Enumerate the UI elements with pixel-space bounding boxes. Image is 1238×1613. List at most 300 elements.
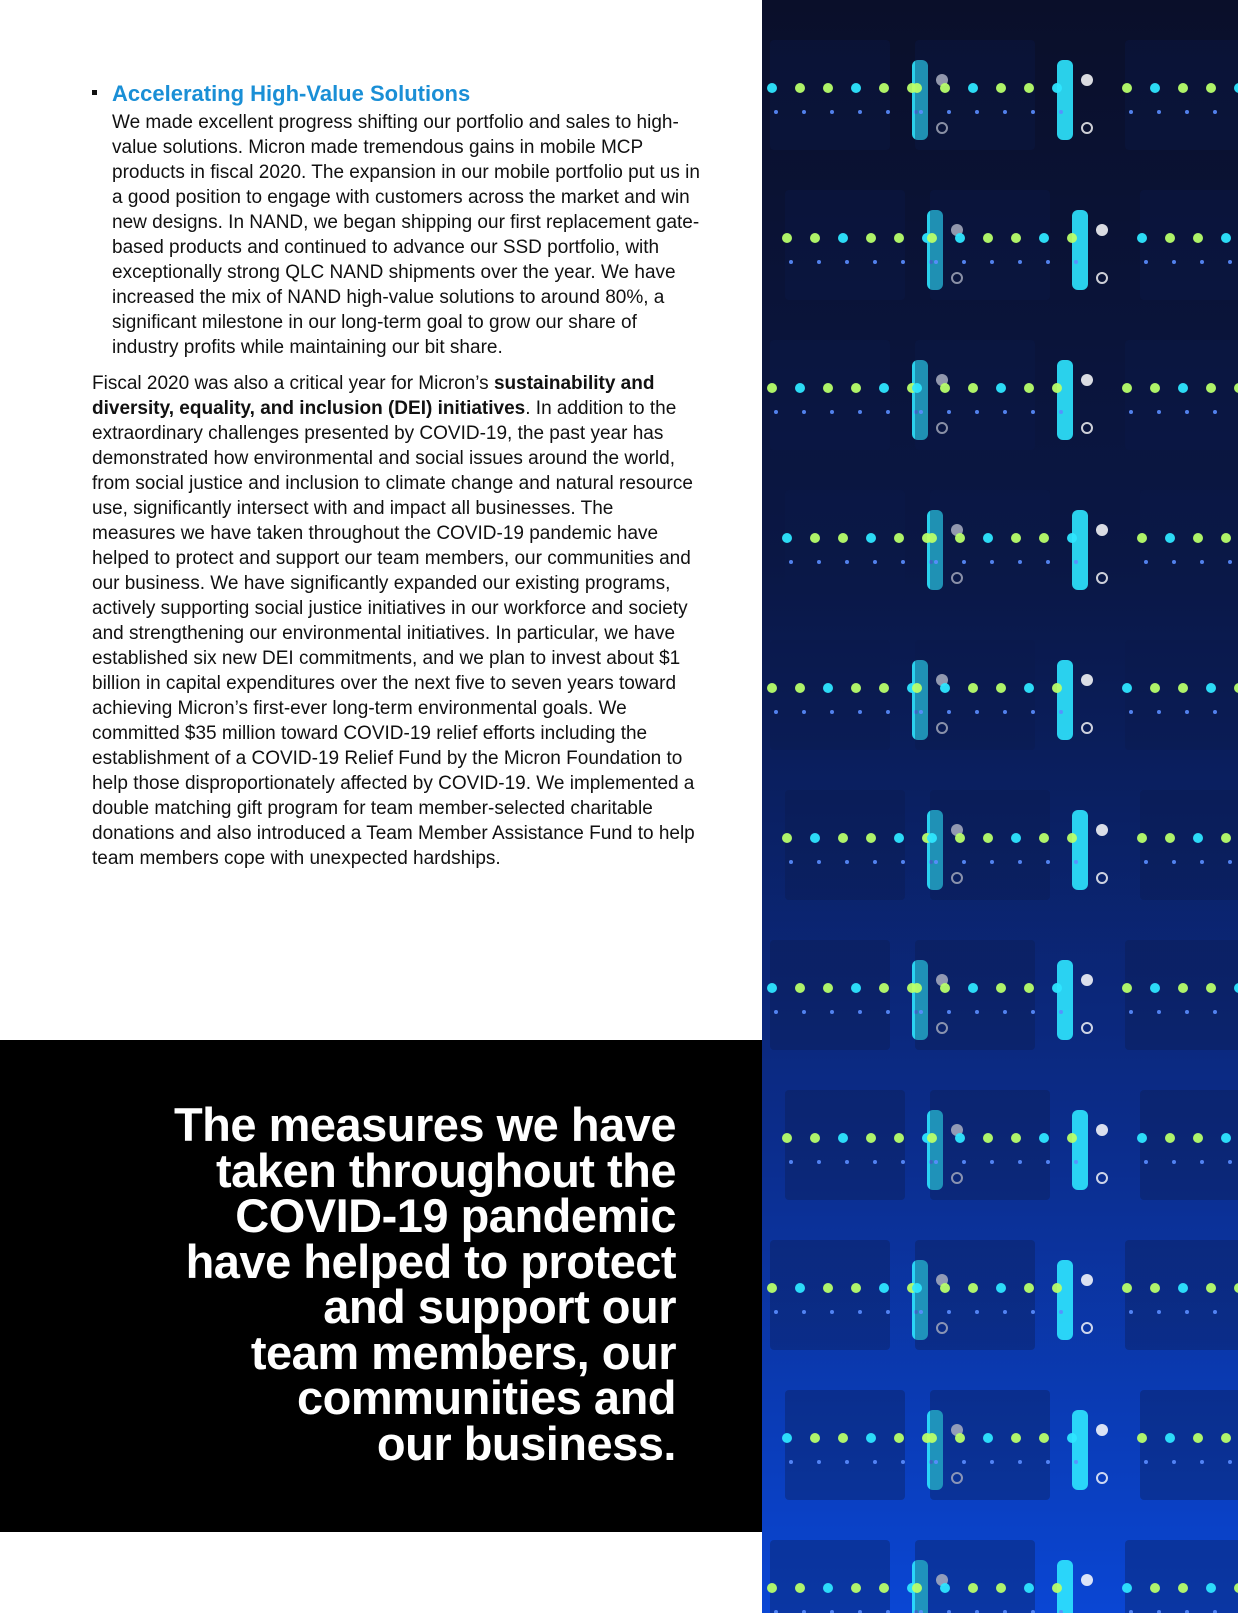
activity-led [851,83,861,93]
activity-led [1150,1583,1160,1593]
activity-led [851,1283,861,1293]
small-led [1018,260,1022,264]
activity-led [866,1133,876,1143]
server-unit [1125,40,1238,150]
small-led [901,860,905,864]
activity-led [1011,833,1021,843]
activity-led [1221,1133,1231,1143]
status-bar [1072,510,1088,590]
activity-led [927,1133,937,1143]
activity-led [879,1283,889,1293]
activity-led [894,1433,904,1443]
activity-led [940,983,950,993]
small-led [901,560,905,564]
small-led [774,1010,778,1014]
activity-led [894,533,904,543]
activity-led [1178,1583,1188,1593]
small-led [1172,1160,1176,1164]
activity-led [866,533,876,543]
activity-led [1011,233,1021,243]
activity-led [823,1583,833,1593]
activity-led [996,83,1006,93]
activity-led [1165,533,1175,543]
activity-led [1122,1583,1132,1593]
small-led [774,410,778,414]
activity-led [1122,1283,1132,1293]
power-led [1096,1124,1108,1136]
small-led [1228,860,1232,864]
server-unit [770,940,890,1050]
activity-led [996,683,1006,693]
pull-quote-line: and support our [323,1280,676,1333]
activity-led [1137,233,1147,243]
activity-led [782,1433,792,1443]
activity-led [866,233,876,243]
activity-led [838,533,848,543]
power-led [1081,1274,1093,1286]
power-button [1082,723,1092,733]
small-led [919,710,923,714]
small-led [1129,410,1133,414]
activity-led [1206,1583,1216,1593]
activity-led [810,1133,820,1143]
activity-led [1221,533,1231,543]
small-led [886,410,890,414]
power-led [1081,674,1093,686]
small-led [858,410,862,414]
server-unit [915,640,1035,750]
small-led [1200,860,1204,864]
small-led [1213,1310,1217,1314]
activity-led [767,383,777,393]
activity-led [1067,1433,1077,1443]
pull-quote-line: have helped to protect [185,1234,676,1288]
activity-led [810,833,820,843]
server-unit [915,340,1035,450]
activity-led [767,83,777,93]
small-led [886,110,890,114]
server-unit [915,40,1035,150]
small-led [901,1460,905,1464]
activity-led [955,233,965,243]
status-bar [1057,360,1073,440]
server-unit [1140,790,1238,900]
activity-led [795,383,805,393]
small-led [1172,860,1176,864]
power-button [1082,423,1092,433]
small-led [817,560,821,564]
small-led [919,1310,923,1314]
activity-led [996,1283,1006,1293]
bullet-section [92,78,702,360]
pull-quote-line: communities and [296,1371,676,1424]
small-led [1074,1160,1078,1164]
server-unit [915,1540,1035,1613]
activity-led [879,983,889,993]
activity-led [1137,1133,1147,1143]
small-led [1129,1010,1133,1014]
small-led [1018,1160,1022,1164]
activity-led [927,233,937,243]
activity-led [1052,1583,1062,1593]
small-led [845,860,849,864]
small-led [858,1010,862,1014]
server-unit [1125,340,1238,450]
small-led [886,1310,890,1314]
power-button [1082,1023,1092,1033]
small-led [789,1160,793,1164]
small-led [1200,260,1204,264]
small-led [1213,1010,1217,1014]
server-rack-image [762,0,1238,1613]
power-button [1097,1173,1107,1183]
small-led [1059,410,1063,414]
small-led [830,1310,834,1314]
activity-led [1052,1283,1062,1293]
small-led [1185,710,1189,714]
activity-led [1024,1283,1034,1293]
activity-led [1024,1583,1034,1593]
activity-led [1122,83,1132,93]
activity-led [838,233,848,243]
activity-led [823,983,833,993]
activity-led [983,533,993,543]
power-button [1097,1473,1107,1483]
activity-led [879,83,889,93]
status-bar [1057,660,1073,740]
small-led [1046,1460,1050,1464]
small-led [1059,710,1063,714]
small-led [1228,1460,1232,1464]
small-led [1228,1160,1232,1164]
server-unit [1125,940,1238,1050]
server-unit [930,790,1050,900]
server-unit [1140,490,1238,600]
small-led [1200,1160,1204,1164]
small-led [845,560,849,564]
server-unit [930,490,1050,600]
activity-led [1221,233,1231,243]
activity-led [983,233,993,243]
activity-led [1039,233,1049,243]
small-led [934,560,938,564]
activity-led [1052,683,1062,693]
activity-led [1039,1433,1049,1443]
activity-led [955,1133,965,1143]
server-unit [1140,1390,1238,1500]
small-led [1172,560,1176,564]
activity-led [795,683,805,693]
small-led [1144,260,1148,264]
small-led [1018,560,1022,564]
activity-led [1178,83,1188,93]
activity-led [1024,983,1034,993]
small-led [1031,1310,1035,1314]
small-led [1003,410,1007,414]
small-led [858,1310,862,1314]
small-led [1059,110,1063,114]
small-led [1046,860,1050,864]
small-led [1074,1460,1078,1464]
activity-led [1178,683,1188,693]
small-led [934,860,938,864]
server-rack-illustration [762,0,1238,1613]
small-led [1129,710,1133,714]
activity-led [851,683,861,693]
activity-led [955,833,965,843]
power-led [1096,224,1108,236]
activity-led [1206,83,1216,93]
server-unit [770,640,890,750]
activity-led [810,1433,820,1443]
activity-led [879,683,889,693]
small-led [1031,1010,1035,1014]
small-led [1003,1010,1007,1014]
small-led [789,860,793,864]
small-led [919,410,923,414]
activity-led [1052,83,1062,93]
activity-led [1193,533,1203,543]
small-led [1213,710,1217,714]
server-unit [1125,1540,1238,1613]
activity-led [1067,833,1077,843]
server-unit [930,1090,1050,1200]
activity-led [795,1583,805,1593]
activity-led [851,1583,861,1593]
activity-led [866,1433,876,1443]
activity-led [912,83,922,93]
server-unit [930,1390,1050,1500]
small-led [947,410,951,414]
small-led [990,1160,994,1164]
small-led [1213,410,1217,414]
server-unit [770,1540,890,1613]
small-led [1144,560,1148,564]
server-unit [785,1390,905,1500]
activity-led [1206,983,1216,993]
power-button [1097,573,1107,583]
small-led [947,710,951,714]
activity-led [1178,983,1188,993]
small-led [962,260,966,264]
small-led [858,710,862,714]
power-led [1081,1574,1093,1586]
activity-led [838,1433,848,1443]
activity-led [879,383,889,393]
pull-quote-box [0,1040,762,1532]
activity-led [795,983,805,993]
activity-led [1039,833,1049,843]
small-led [830,110,834,114]
activity-led [866,833,876,843]
small-led [1129,1310,1133,1314]
small-led [1144,1460,1148,1464]
server-unit [1140,1090,1238,1200]
activity-led [968,983,978,993]
small-led [873,1460,877,1464]
small-led [1228,560,1232,564]
pull-quote-line: team members, our [250,1325,676,1379]
small-led [1046,1160,1050,1164]
small-led [1074,260,1078,264]
small-led [886,710,890,714]
small-led [845,260,849,264]
activity-led [1122,383,1132,393]
server-unit [785,790,905,900]
small-led [873,260,877,264]
activity-led [1011,1433,1021,1443]
power-button [1082,123,1092,133]
power-button [1097,273,1107,283]
activity-led [810,233,820,243]
server-unit [915,940,1035,1050]
activity-led [1024,383,1034,393]
small-led [1046,560,1050,564]
small-led [901,1160,905,1164]
activity-led [983,1133,993,1143]
activity-led [1039,533,1049,543]
small-led [1157,1310,1161,1314]
status-bar [1072,810,1088,890]
server-unit [770,40,890,150]
small-led [947,1010,951,1014]
small-led [975,1010,979,1014]
activity-led [767,1583,777,1593]
activity-led [927,533,937,543]
pull-quote-line: our business. [376,1416,676,1470]
activity-led [940,1583,950,1593]
small-led [817,860,821,864]
small-led [1200,560,1204,564]
small-led [1157,1010,1161,1014]
small-led [830,710,834,714]
activity-led [1024,83,1034,93]
activity-led [1137,533,1147,543]
small-led [1185,110,1189,114]
small-led [1157,110,1161,114]
activity-led [838,1133,848,1143]
activity-led [782,833,792,843]
small-led [789,560,793,564]
small-led [990,260,994,264]
activity-led [823,683,833,693]
activity-led [879,1583,889,1593]
server-unit [785,1090,905,1200]
small-led [1018,1460,1022,1464]
paragraph-rest: . In addition to the extraordinary challenges presented by COVID-19, the past year has demonstrated how environmental and social issues around the world, from social justice and inclusion to climate change and natural resource use, significantly intersect with and impact all businesses. The measures we have taken throughout the COVID-19 pandemic have helped to protect and support our team members, our communities and our business. We have significantly expanded our existing programs, actively supporting social justice initiatives in our workforce and society and strengthening our environmental initiatives. In particular, we have established six new DEI commitments, and we plan to invest about $1 billion in capital expenditures over the next five to seven years toward achieving Micron’s first-ever long-term environmental goals. We committed $35 million toward COVID-19 relief efforts including the establishment of a COVID-19 Relief Fund by the Micron Foundation to help those disproportionately affected by COVID-19. We implemented a double matching gift program for team member-selected charitable donations and also introduced a Team Member Assistance Fund to help team members cope with unexpected hardships. [92,398,695,869]
activity-led [912,1583,922,1593]
small-led [1185,1010,1189,1014]
activity-led [767,983,777,993]
activity-led [1137,833,1147,843]
sustainability-paragraph [92,371,702,871]
small-led [858,110,862,114]
small-led [1157,710,1161,714]
small-led [1031,710,1035,714]
activity-led [767,683,777,693]
pull-quote-line: taken throughout the [216,1143,676,1197]
activity-led [1039,1133,1049,1143]
activity-led [1165,233,1175,243]
small-led [886,1010,890,1014]
small-led [990,1460,994,1464]
activity-led [912,683,922,693]
small-led [802,710,806,714]
small-led [774,110,778,114]
small-led [975,110,979,114]
small-led [1003,710,1007,714]
status-bar [1057,1260,1073,1340]
small-led [934,260,938,264]
small-led [1144,1160,1148,1164]
activity-led [1150,383,1160,393]
activity-led [823,383,833,393]
status-bar [1072,1110,1088,1190]
small-led [1185,410,1189,414]
small-led [1172,1460,1176,1464]
server-unit [1125,1240,1238,1350]
activity-led [1067,233,1077,243]
activity-led [1011,1133,1021,1143]
small-led [1031,110,1035,114]
small-led [975,710,979,714]
activity-led [968,683,978,693]
small-led [1228,260,1232,264]
activity-led [795,83,805,93]
small-led [1172,260,1176,264]
server-unit [1125,640,1238,750]
main-text-column [92,78,702,871]
small-led [774,1310,778,1314]
activity-led [996,983,1006,993]
activity-led [1221,1433,1231,1443]
activity-led [782,233,792,243]
activity-led [838,833,848,843]
activity-led [940,383,950,393]
activity-led [940,83,950,93]
small-led [962,1460,966,1464]
small-led [962,1160,966,1164]
activity-led [1067,1133,1077,1143]
small-led [919,1010,923,1014]
small-led [830,1010,834,1014]
activity-led [1206,383,1216,393]
small-led [990,560,994,564]
power-led [1096,524,1108,536]
activity-led [912,1283,922,1293]
activity-led [851,983,861,993]
activity-led [1150,683,1160,693]
small-led [789,260,793,264]
power-button [1082,1323,1092,1333]
power-led [1096,824,1108,836]
small-led [802,1010,806,1014]
activity-led [968,1283,978,1293]
small-led [802,110,806,114]
activity-led [996,383,1006,393]
activity-led [912,983,922,993]
section-heading: Accelerating High-Value Solutions [112,81,471,106]
paragraph-bold-phrase: sustainability and diversity, equality, and inclusion (DEI) initiatives [92,373,655,419]
activity-led [1122,983,1132,993]
activity-led [1122,683,1132,693]
small-led [774,710,778,714]
small-led [817,1160,821,1164]
activity-led [968,1583,978,1593]
activity-led [940,1283,950,1293]
power-button [1097,873,1107,883]
small-led [873,1160,877,1164]
